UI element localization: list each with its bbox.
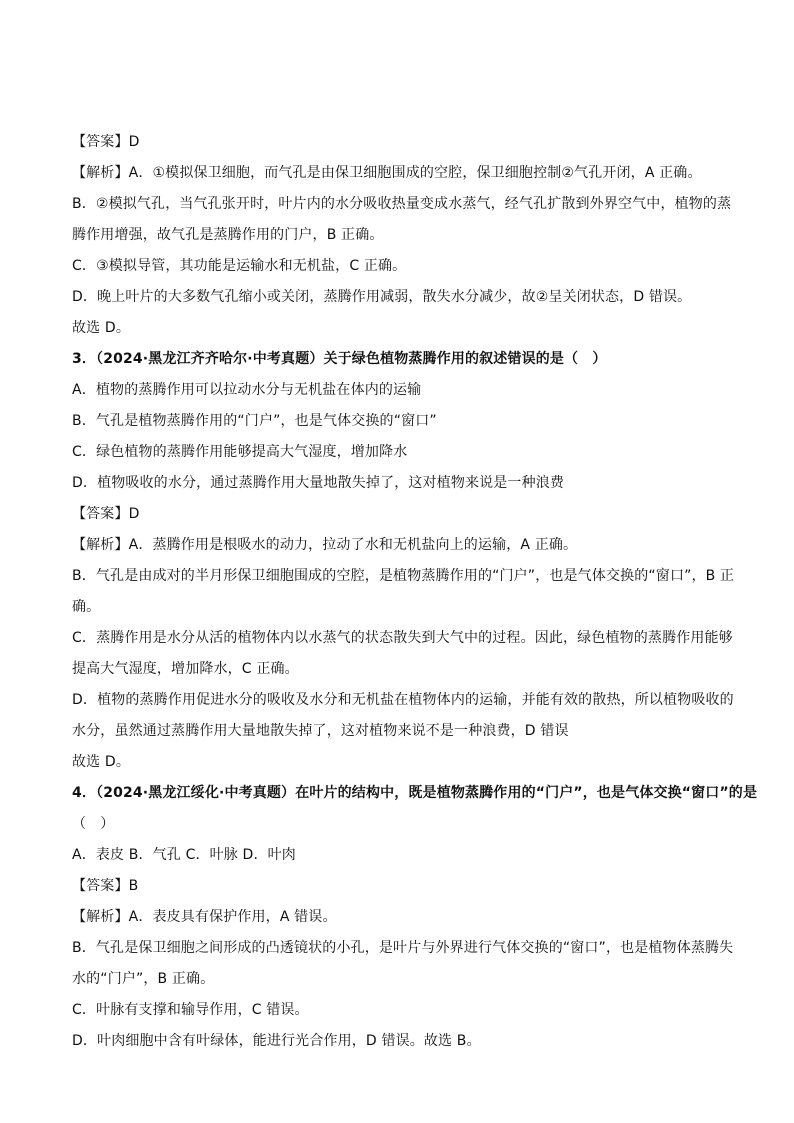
analysis-line: D．晚上叶片的大多数气孔缩小或关闭，蒸腾作用减弱，散失水分减少，故②呈关闭状态，D 错误。	[72, 289, 692, 305]
analysis-line: 提高大气湿度，增加降水，C 正确。	[72, 661, 299, 677]
analysis-line: 【解析】A．蒸腾作用是根吸水的动力，拉动了水和无机盐向上的运输，A 正确。	[72, 537, 578, 553]
answer-label: 【答案】D	[72, 134, 140, 150]
analysis-line: B．气孔是由成对的半月形保卫细胞围成的空腔，是植物蒸腾作用的“门户”，也是气体交换的“窗口”，B 正	[72, 568, 735, 584]
analysis-line: D．植物的蒸腾作用促进水分的吸收及水分和无机盐在植物体内的运输，并能有效的散热，所以植物吸收的	[72, 692, 734, 708]
analysis-line: C．③模拟导管，其功能是运输水和无机盐，C 正确。	[72, 258, 407, 274]
question-3-option-c: C．绿色植物的蒸腾作用能够提高大气湿度，增加降水	[72, 444, 408, 460]
analysis-line: C．叶脉有支撑和输导作用，C 错误。	[72, 1002, 309, 1018]
choice-conclusion: 故选 D。	[72, 320, 130, 336]
question-4-options: A．表皮 B．气孔 C．叶脉 D．叶肉	[72, 847, 296, 863]
analysis-line: 水分，虽然通过蒸腾作用大量地散失掉了，这对植物来说不是一种浪费，D 错误	[72, 723, 569, 739]
question-3-option-d: D．植物吸收的水分，通过蒸腾作用大量地散失掉了，这对植物来说是一种浪费	[72, 475, 565, 491]
analysis-line: 【解析】A．表皮具有保护作用，A 错误。	[72, 909, 337, 925]
choice-conclusion: 故选 D。	[72, 754, 130, 770]
answer-label: 【答案】D	[72, 506, 140, 522]
analysis-line: C．蒸腾作用是水分从活的植物体内以水蒸气的状态散失到大气中的过程。因此，绿色植物的蒸腾作用能够	[72, 630, 733, 646]
question-3-option-a: A．植物的蒸腾作用可以拉动水分与无机盐在体内的运输	[72, 382, 422, 398]
question-4-stem: 4．（2024·黑龙江绥化·中考真题）在叶片的结构中，既是植物蒸腾作用的“门户”，也是气体交换“窗口”的是	[72, 785, 758, 801]
question-3-stem: 3．（2024·黑龙江齐齐哈尔·中考真题）关于绿色植物蒸腾作用的叙述错误的是（ ）	[72, 351, 607, 367]
question-3-option-b: B．气孔是植物蒸腾作用的“门户”，也是气体交换的“窗口”	[72, 413, 437, 429]
analysis-line: B．气孔是保卫细胞之间形成的凸透镜状的小孔，是叶片与外界进行气体交换的“窗口”，也是植物体蒸腾失	[72, 940, 734, 956]
analysis-line: D．叶肉细胞中含有叶绿体，能进行光合作用，D 错误。故选 B。	[72, 1033, 481, 1049]
answer-label: 【答案】B	[72, 878, 139, 894]
analysis-line: 【解析】A．①模拟保卫细胞，而气孔是由保卫细胞围成的空腔，保卫细胞控制②气孔开闭，A 正确。	[72, 165, 702, 181]
analysis-line: 确。	[72, 599, 101, 615]
question-4-stem-continued: （ ）	[72, 816, 115, 832]
analysis-line: 腾作用增强，故气孔是蒸腾作用的门户，B 正确。	[72, 227, 384, 243]
analysis-line: B．②模拟气孔，当气孔张开时，叶片内的水分吸收热量变成水蒸气，经气孔扩散到外界空气中，植物的蒸	[72, 196, 732, 212]
analysis-line: 水的“门户”，B 正确。	[72, 971, 215, 987]
